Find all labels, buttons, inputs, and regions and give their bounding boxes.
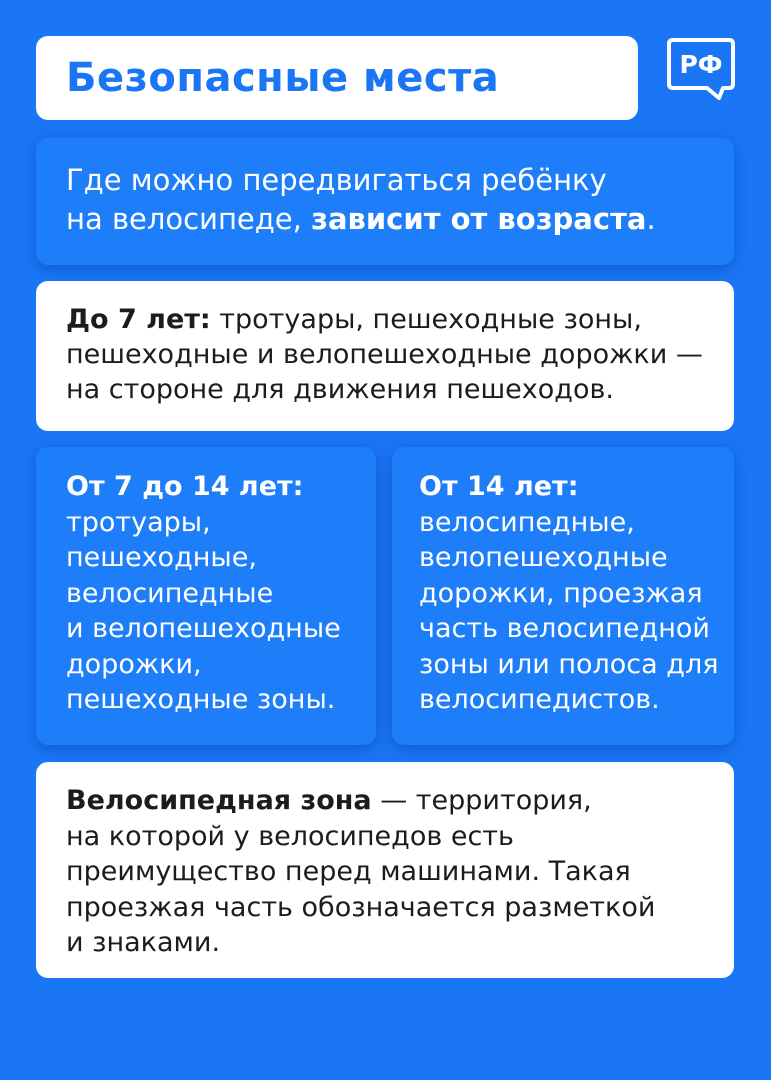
age-14-plus-card [392, 447, 734, 745]
bike-zone-text [66, 783, 655, 961]
intro-line2-suffix: . [646, 202, 656, 236]
under-7-label: До 7 лет: [66, 304, 211, 335]
intro-text [66, 161, 656, 239]
intro-card [36, 138, 734, 265]
age-7-14-card [36, 447, 376, 745]
bike-zone-term: Велосипедная зона [66, 785, 372, 816]
under-7-text [66, 302, 703, 407]
age-7-14-body: тротуары, пешеходные, велосипедные и велопешеходные дорожки, пешеходные зоны. [66, 506, 341, 715]
age-14-plus-text [419, 469, 718, 718]
under-7-line1: тротуары, пешеходные зоны, [210, 304, 642, 335]
age-14-plus-body: велосипедные, велопешеходные дорожки, проезжая часть велосипедной зоны или полоса для велосипедистов. [419, 506, 719, 715]
bike-zone-rest: на которой у велосипедов есть преимущество перед машинами. Такая проезжая часть обозначается разметкой и знаками. [66, 820, 656, 958]
bike-zone-line1: — территория, [371, 785, 592, 816]
under-7-card [36, 281, 734, 431]
age-7-14-text [66, 469, 341, 718]
under-7-rest: пешеходные и велопешеходные дорожки — на стороне для движения пешеходов. [66, 339, 703, 405]
bike-zone-card [36, 762, 734, 978]
age-14-plus-label: От 14 лет: [419, 471, 579, 502]
intro-line1: Где можно передвигаться ребёнку [66, 163, 607, 197]
page-title: Безопасные места [66, 55, 500, 101]
logo-text: РФ [679, 50, 723, 79]
intro-emphasis: зависит от возраста [311, 202, 647, 236]
intro-line2-prefix: на велосипеде, [66, 202, 312, 236]
age-7-14-label: От 7 до 14 лет: [66, 471, 304, 502]
title-card [36, 36, 638, 120]
speech-bubble-icon [667, 36, 735, 104]
rf-logo [667, 36, 735, 104]
